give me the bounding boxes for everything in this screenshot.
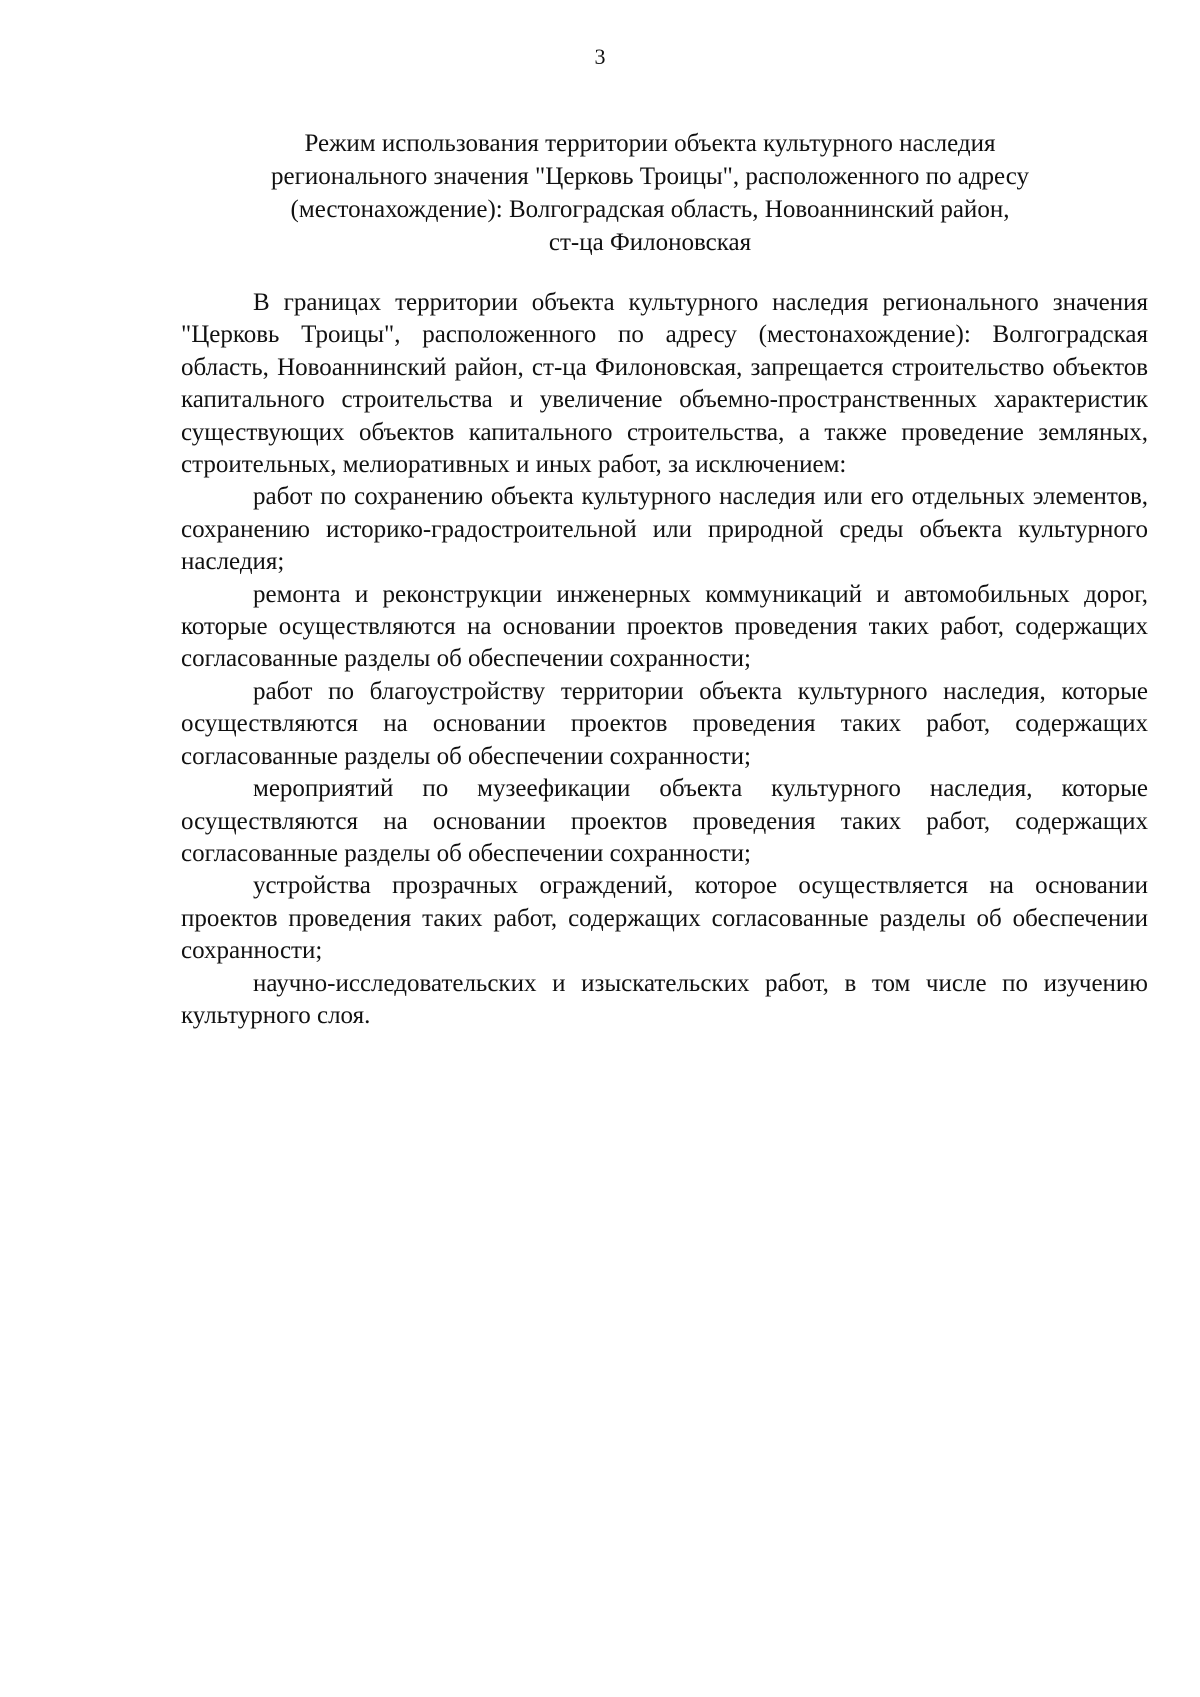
paragraph-exception: устройства прозрачных ограждений, которое осуществляется на основании проектов проведения таких работ, содержащих согласованные разделы об обеспечении сохранности; bbox=[181, 872, 1148, 965]
paragraph-exception: ремонта и реконструкции инженерных коммуникаций и автомобильных дорог, которые осуществляются на основании проектов проведения таких работ, содержащих согласованные разделы об обеспечении сохранности; bbox=[181, 580, 1148, 673]
document-title bbox=[190, 127, 1110, 259]
paragraph-exception: работ по сохранению объекта культурного наследия или его отдельных элементов, сохранению историко-градостроительной или природной среды объекта культурного наследия; bbox=[181, 483, 1148, 576]
paragraph-exception: научно-исследовательских и изыскательских работ, в том числе по изучению культурного слоя. bbox=[181, 969, 1148, 1029]
title-line: (местонахождение): Волгоградская область, Новоаннинский район, bbox=[290, 196, 1010, 223]
title-line: Режим использования территории объекта культурного наследия bbox=[304, 130, 996, 157]
document-body bbox=[181, 287, 1148, 1032]
title-line: ст-ца Филоновская bbox=[548, 229, 752, 256]
paragraph-exception: работ по благоустройству территории объекта культурного наследия, которые осуществляются на основании проектов проведения таких работ, содержащих согласованные разделы об обеспечении сохранности; bbox=[181, 677, 1148, 770]
paragraph-intro: В границах территории объекта культурного наследия регионального значения "Церковь Троицы", расположенного по адресу (местонахождение): Волгоградская область, Новоаннинский район, ст-ца Филоновская, запрещается строительство объектов капитального строительства и увеличение объемно-пространственных характеристик существующих объектов капитального строительства, а также проведение земляных, строительных, мелиоративных и иных работ, за исключением: bbox=[181, 289, 1148, 479]
page-number: 3 bbox=[594, 44, 606, 69]
title-line: регионального значения "Церковь Троицы", расположенного по адресу bbox=[270, 163, 1030, 190]
paragraph-exception: мероприятий по музеефикации объекта культурного наследия, которые осуществляются на основании проектов проведения таких работ, содержащих согласованные разделы об обеспечении сохранности; bbox=[181, 775, 1148, 867]
